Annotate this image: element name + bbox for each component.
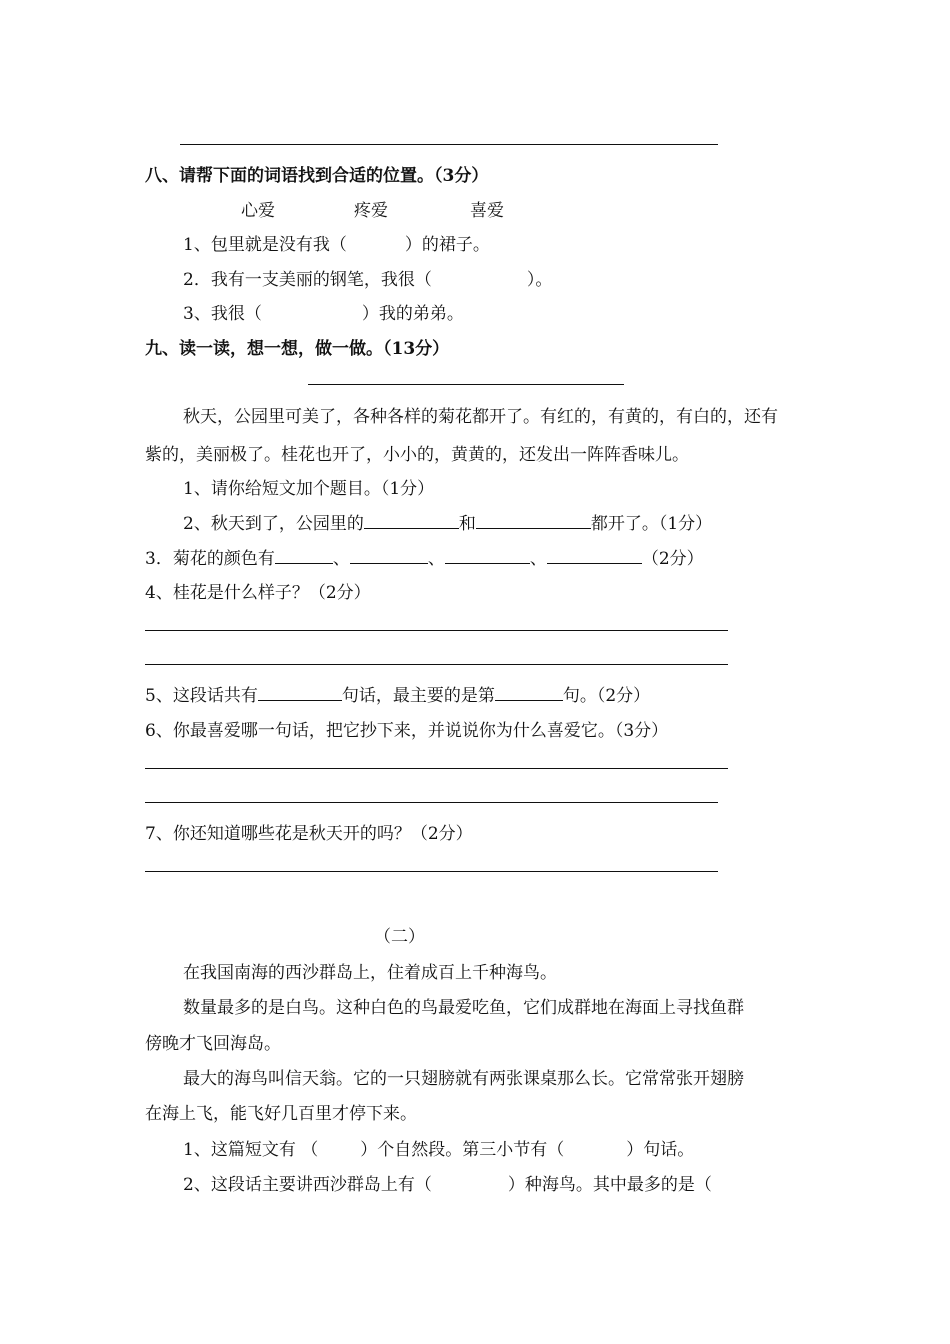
- part-2-title: （二）: [374, 927, 425, 947]
- answer-line[interactable]: [145, 802, 718, 803]
- section-8-heading: 八、请帮下面的词语找到合适的位置。（3分）: [145, 166, 489, 186]
- part-2-paragraph-1: 在我国南海的西沙群岛上，住着成百上千种海鸟。: [183, 963, 557, 983]
- section-8-question-1: 1、包里就是没有我（ ）的裙子。: [183, 235, 490, 255]
- fill-blank[interactable]: [258, 684, 342, 701]
- fill-blank[interactable]: [275, 547, 333, 564]
- section-9-question-5: 5、这段话共有 句话，最主要的是第 句。（2分）: [145, 686, 651, 706]
- fill-blank[interactable]: [350, 547, 428, 564]
- section-9-question-1: 1、请你给短文加个题目。（1分）: [183, 479, 435, 499]
- part-2-paragraph-2-line-2: 傍晚才飞回海岛。: [145, 1034, 281, 1054]
- answer-line[interactable]: [145, 871, 718, 872]
- part-2-paragraph-3-line-1: 最大的海鸟叫信天翁。它的一只翅膀就有两张课桌那么长。它常常张开翅膀: [183, 1069, 744, 1089]
- part-2-paragraph-3-line-2: 在海上飞，能飞好几百里才停下来。: [145, 1104, 417, 1124]
- passage-line-1: 秋天，公园里可美了，各种各样的菊花都开了。有红的，有黄的，有白的，还有: [183, 407, 778, 427]
- answer-line-top[interactable]: [180, 144, 718, 145]
- part-2-question-1: 1、这篇短文有 （ ）个自然段。第三小节有（ ）句话。: [183, 1140, 695, 1160]
- section-8-question-2: 2．我有一支美丽的钢笔，我很（ ）。: [183, 270, 553, 290]
- fill-blank[interactable]: [547, 547, 642, 564]
- section-9-question-3: 3．菊花的颜色有 、 、 、 （2分）: [145, 549, 704, 569]
- fill-blank[interactable]: [476, 512, 591, 529]
- answer-line[interactable]: [145, 664, 728, 665]
- title-answer-line[interactable]: [308, 384, 624, 385]
- fill-blank[interactable]: [445, 547, 530, 564]
- section-9-question-6: 6、你最喜爱哪一句话，把它抄下来，并说说你为什么喜爱它。（3分）: [145, 721, 669, 741]
- section-9-heading: 九、读一读，想一想，做一做。（13分）: [145, 339, 450, 359]
- section-8-question-3: 3、我很（ ）我的弟弟。: [183, 304, 464, 324]
- part-2-question-2: 2、这段话主要讲西沙群岛上有（ ）种海鸟。其中最多的是（: [183, 1175, 712, 1195]
- word-option-2: 疼爱: [354, 201, 388, 221]
- fill-blank[interactable]: [364, 512, 459, 529]
- answer-line[interactable]: [145, 768, 728, 769]
- word-option-1: 心爱: [241, 201, 275, 221]
- word-option-3: 喜爱: [470, 201, 504, 221]
- part-2-paragraph-2-line-1: 数量最多的是白鸟。这种白色的鸟最爱吃鱼，它们成群地在海面上寻找鱼群: [183, 998, 744, 1018]
- passage-line-2: 紫的，美丽极了。桂花也开了，小小的，黄黄的，还发出一阵阵香味儿。: [145, 445, 689, 465]
- section-9-question-4: 4、桂花是什么样子？（2分）: [145, 583, 371, 603]
- section-9-question-7: 7、你还知道哪些花是秋天开的吗？（2分）: [145, 824, 473, 844]
- section-9-question-2: 2、秋天到了，公园里的 和 都开了。（1分）: [183, 514, 713, 534]
- fill-blank[interactable]: [495, 684, 563, 701]
- answer-line[interactable]: [145, 630, 728, 631]
